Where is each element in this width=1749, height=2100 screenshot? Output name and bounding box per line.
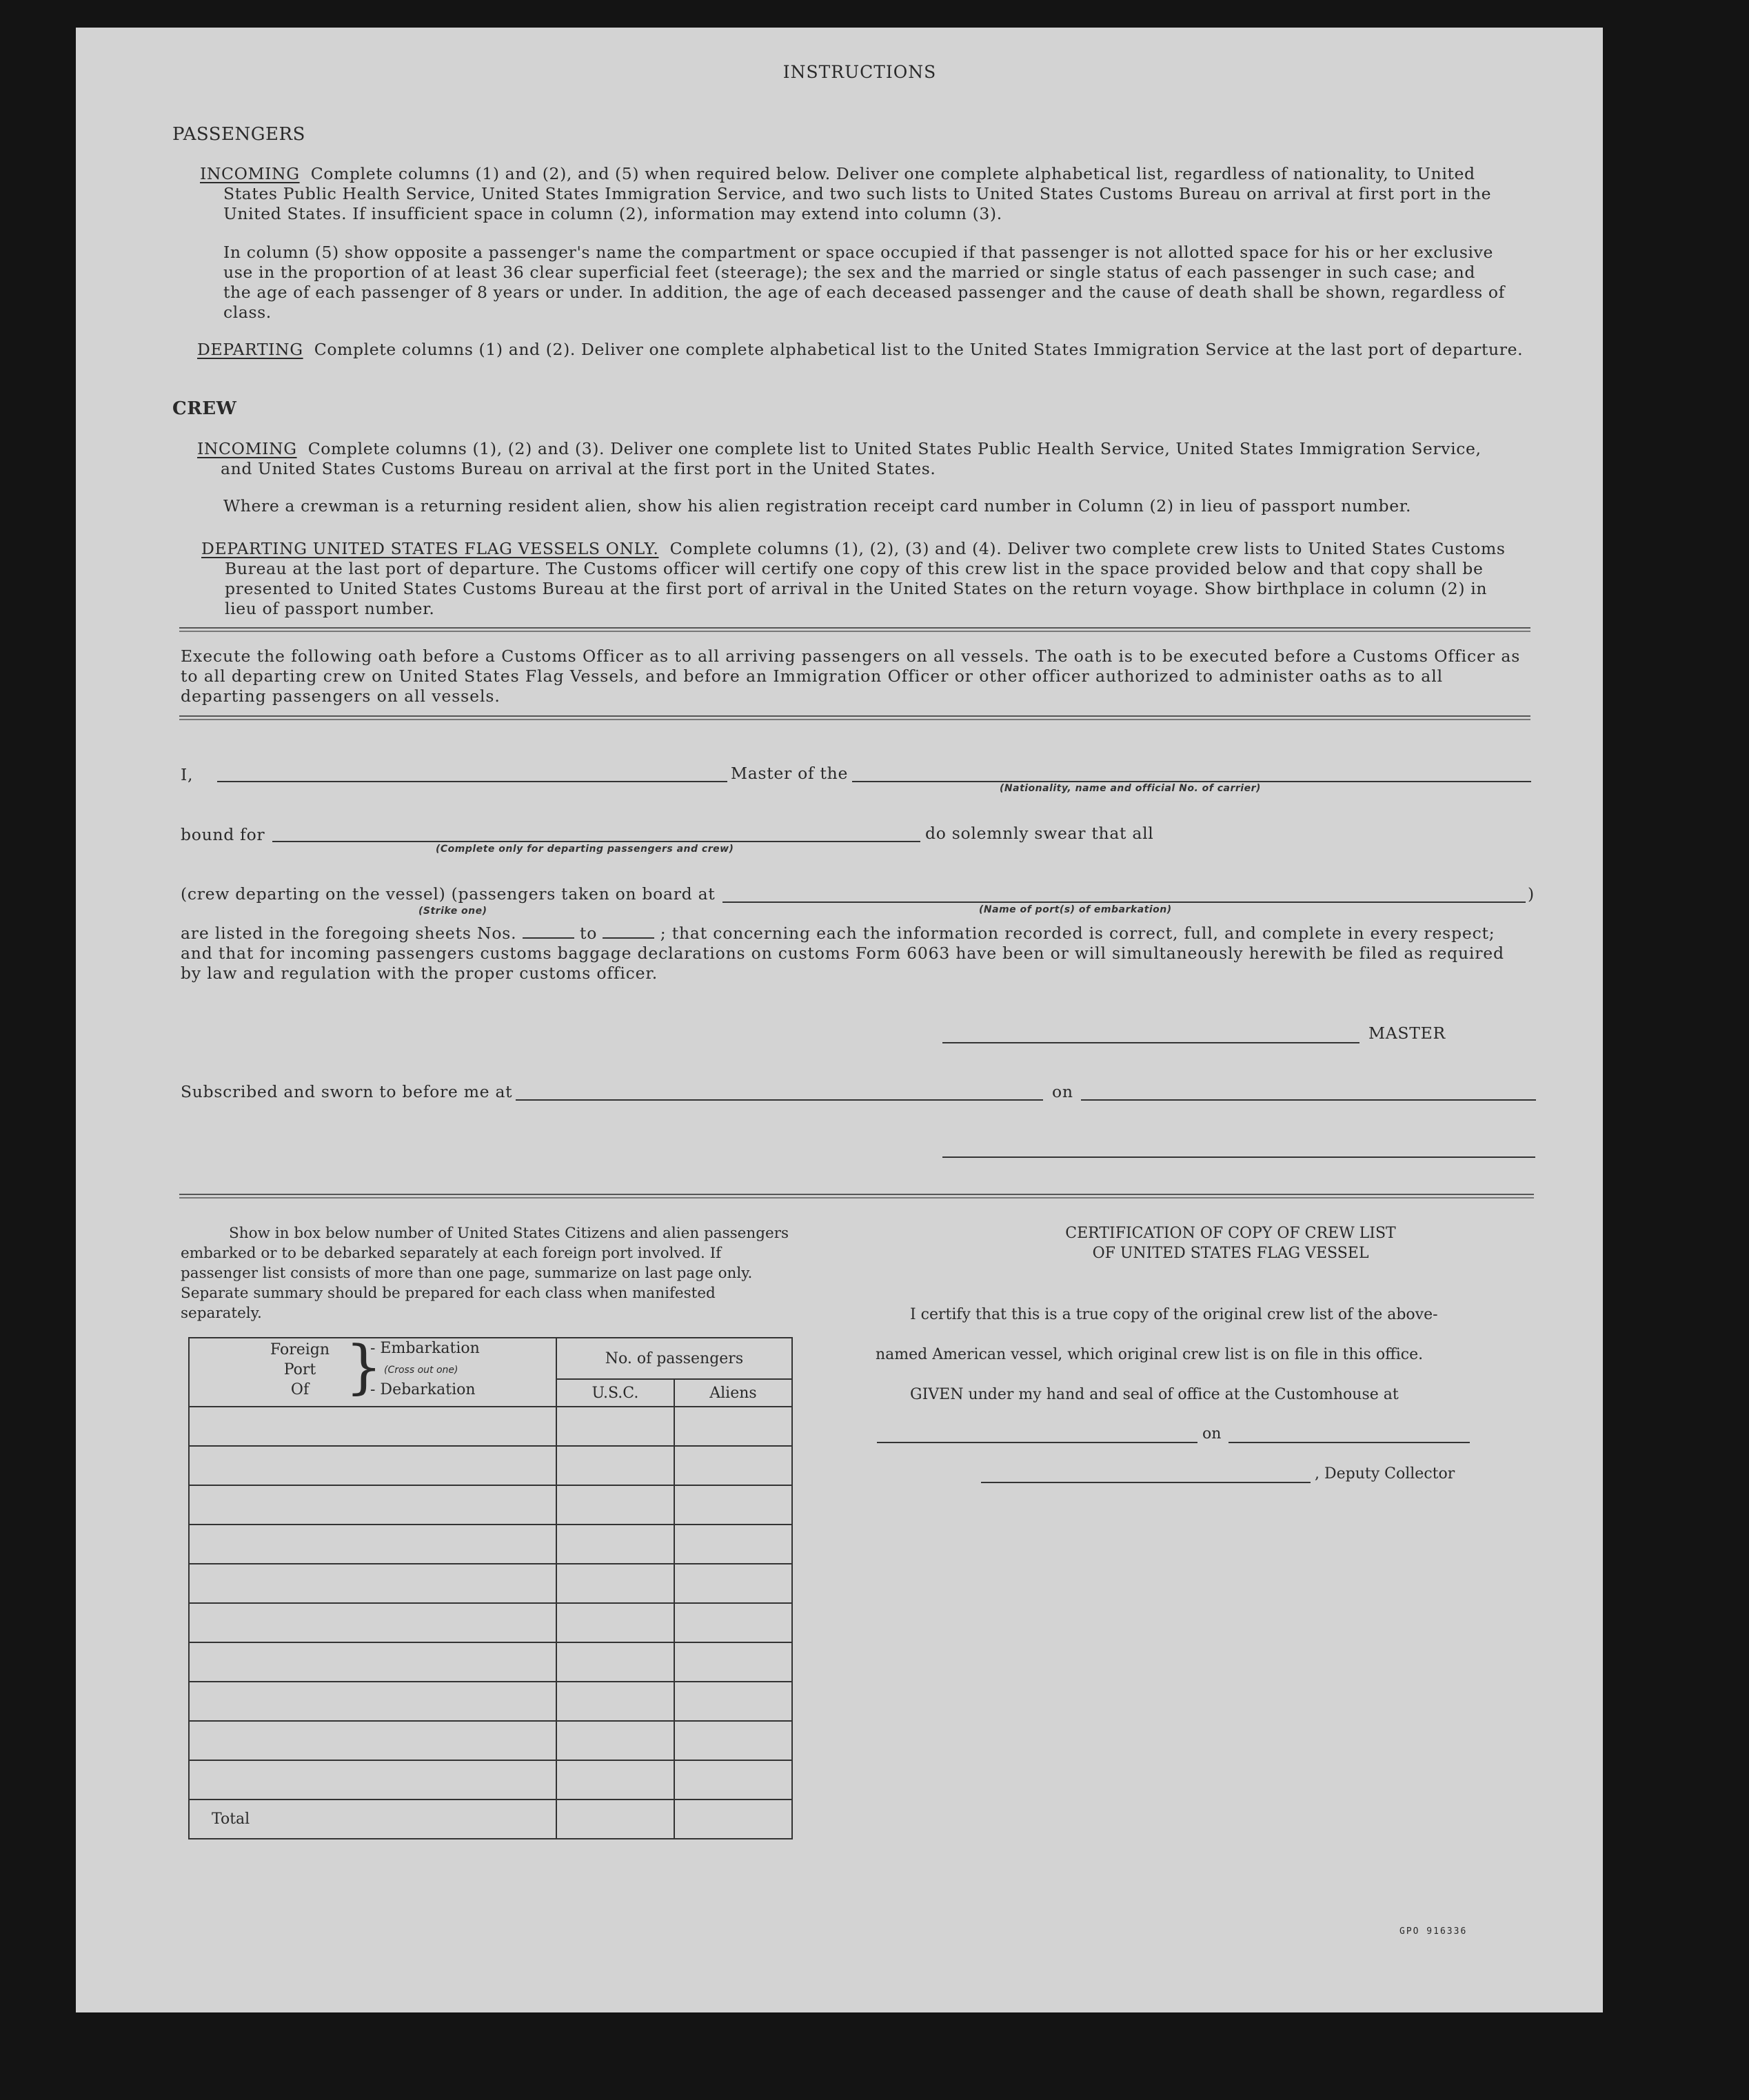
total-aliens-cell[interactable] (674, 1800, 792, 1839)
page-title: INSTRUCTIONS (782, 62, 937, 82)
table-row (189, 1485, 792, 1525)
passengers-incoming-paragraph (200, 164, 1530, 224)
foreign-text: Foreign (270, 1341, 330, 1358)
sworn-on-label: on (1052, 1082, 1073, 1101)
port-cell[interactable] (189, 1485, 556, 1525)
table-row (189, 1407, 792, 1446)
aliens-cell[interactable] (674, 1525, 792, 1564)
port-cell[interactable] (189, 1760, 556, 1800)
embarkation-label: - Embarkation (370, 1340, 480, 1357)
aliens-cell[interactable] (674, 1485, 792, 1525)
port-cell[interactable] (189, 1564, 556, 1603)
passengers-departing-text: Complete columns (1) and (2). Deliver one complete alphabetical list to the United States Immigration Service at the last port of departure. (314, 340, 1524, 359)
debarkation-label: - Debarkation (370, 1381, 476, 1398)
foreign-port-label (265, 1340, 334, 1400)
usc-cell[interactable] (556, 1603, 674, 1642)
cross-out-label: (Cross out one) (384, 1365, 458, 1376)
aliens-cell[interactable] (674, 1682, 792, 1721)
usc-cell[interactable] (556, 1642, 674, 1682)
port-cell[interactable] (189, 1642, 556, 1682)
crew-departing-label: (crew departing on the vessel) (passengers taken on board at (181, 884, 716, 904)
crew-departing-paragraph (201, 539, 1521, 619)
deputy-collector-label: , Deputy Collector (1315, 1465, 1455, 1482)
bound-for-label: bound for (181, 825, 265, 844)
divider-line (179, 715, 1530, 720)
port-cell[interactable] (189, 1407, 556, 1446)
table-row (189, 1564, 792, 1603)
table-row (189, 1721, 792, 1760)
certify-date-field[interactable] (1229, 1442, 1470, 1443)
table-row (189, 1525, 792, 1564)
sworn-date-field[interactable] (1081, 1099, 1536, 1101)
crew-heading: CREW (172, 398, 237, 419)
certification-title-line1: CERTIFICATION OF COPY OF CREW LIST (1065, 1225, 1396, 1242)
certify-line2: named American vessel, which original crew list is on file in this office. (876, 1346, 1424, 1363)
oath-instruction: Execute the following oath before a Customs Officer as to all arriving passengers on all vessels. The oath is to be executed before a Customs Officer as to all departing crew on United States Flag Vessels, and before an Immigration Officer or other officer authorized to administer oaths as to all departing passengers on all vessels. (181, 646, 1521, 706)
aliens-cell[interactable] (674, 1760, 792, 1800)
table-row (189, 1603, 792, 1642)
table-row (189, 1682, 792, 1721)
sheet-to-field[interactable] (603, 937, 654, 939)
crew-departing-text: Complete columns (1), (2), (3) and (4). Deliver two complete crew lists to United States Customs Bureau at the last port of departure. The Customs officer will certify one copy of this crew list in the space provided below and that copy shall be presented to United States Customs Bureau at the first port of arrival in the United States on the return voyage. Show birthplace in column (2) in lieu of passport number. (225, 539, 1506, 618)
port-cell[interactable] (189, 1525, 556, 1564)
total-usc-cell[interactable] (556, 1800, 674, 1839)
usc-header: U.S.C. (556, 1379, 674, 1407)
certification-title-line2: OF UNITED STATES FLAG VESSEL (1092, 1245, 1369, 1262)
carrier-field[interactable] (852, 781, 1531, 782)
master-of-the-label: Master of the (731, 764, 849, 783)
port-cell[interactable] (189, 1603, 556, 1642)
total-label: Total (189, 1800, 556, 1839)
aliens-cell[interactable] (674, 1407, 792, 1446)
aliens-cell[interactable] (674, 1564, 792, 1603)
sheets-text: ; that concerning each the information recorded is correct, full, and complete in every respect; and that for incoming passengers customs baggage declarations on customs Form 6063 have been or will simultaneously herewith be filed as required by law and regulation with the proper customs officer. (181, 924, 1504, 983)
certify-on-label: on (1202, 1425, 1222, 1443)
port-cell[interactable] (189, 1721, 556, 1760)
ports-of-embarkation-field[interactable] (722, 901, 1526, 903)
deputy-collector-signature-field[interactable] (981, 1482, 1311, 1483)
form-page (76, 28, 1603, 2012)
foreign-port-header (189, 1333, 556, 1407)
strike-one-caption: (Strike one) (418, 906, 487, 917)
subscribed-label: Subscribed and sworn to before me at (181, 1082, 513, 1101)
passengers-heading: PASSENGERS (172, 124, 305, 145)
port-cell[interactable] (189, 1682, 556, 1721)
sheet-from-field[interactable] (523, 937, 574, 939)
table-row (189, 1760, 792, 1800)
passenger-summary-table (188, 1333, 793, 1839)
aliens-cell[interactable] (674, 1721, 792, 1760)
no-passengers-header: No. of passengers (556, 1338, 792, 1379)
usc-cell[interactable] (556, 1564, 674, 1603)
usc-cell[interactable] (556, 1682, 674, 1721)
passengers-incoming-label: INCOMING (200, 164, 300, 183)
usc-cell[interactable] (556, 1407, 674, 1446)
close-paren: ) (1528, 884, 1535, 904)
passengers-departing-label: DEPARTING (197, 340, 303, 359)
aliens-header: Aliens (674, 1379, 792, 1407)
bound-for-caption: (Complete only for departing passengers and crew) (436, 844, 734, 855)
certify-line1: I certify that this is a true copy of the original crew list of the above- (910, 1306, 1438, 1323)
master-name-field[interactable] (217, 781, 727, 782)
passengers-departing-paragraph (197, 340, 1529, 360)
usc-cell[interactable] (556, 1721, 674, 1760)
passengers-incoming-text: Complete columns (1) and (2), and (5) when required below. Deliver one complete alphabetical list, regardless of nationality, to United States Public Health Service, United States Immigration Service, and two such lists to United States Customs Bureau on arrival at first port in the United States. If insufficient space in column (2), information may extend into column (3). (223, 164, 1492, 223)
crew-incoming-paragraph (197, 439, 1517, 479)
sheets-prefix: are listed in the foregoing sheets Nos. (181, 924, 517, 943)
summary-instruction: Show in box below number of United States Citizens and alien passengers embarked or to be debarked separately at each foreign port involved. If passenger list consists of more than one page, summarize on last page only. Separate summary should be prepared for each class when manifested separately. (181, 1225, 789, 1322)
crew-departing-label: DEPARTING UNITED STATES FLAG VESSELS ONLY. (201, 539, 659, 558)
master-label: MASTER (1368, 1023, 1446, 1043)
sheets-to-label: to (579, 924, 598, 943)
brace-icon: } (345, 1333, 383, 1400)
nationality-caption: (Nationality, name and official No. of carrier) (1000, 783, 1261, 794)
port-text: Port (283, 1361, 316, 1378)
total-row (189, 1800, 792, 1839)
sheets-paragraph (181, 924, 1525, 983)
customhouse-field[interactable] (877, 1442, 1197, 1443)
bound-for-field[interactable] (272, 841, 920, 842)
solemnly-swear-label: do solemnly swear that all (925, 824, 1154, 843)
aliens-cell[interactable] (674, 1446, 792, 1485)
aliens-cell[interactable] (674, 1642, 792, 1682)
port-cell[interactable] (189, 1446, 556, 1485)
officer-signature-field[interactable] (942, 1156, 1535, 1158)
certification-title (944, 1223, 1517, 1263)
usc-cell[interactable] (556, 1446, 674, 1485)
usc-cell[interactable] (556, 1485, 674, 1525)
usc-cell[interactable] (556, 1760, 674, 1800)
sworn-place-field[interactable] (516, 1099, 1043, 1101)
certify-line3: GIVEN under my hand and seal of office at the Customhouse at (910, 1386, 1399, 1403)
crew-resident-paragraph: Where a crewman is a returning resident alien, show his alien registration receipt card number in Column (2) in lieu of passport number. (223, 496, 1412, 516)
crew-incoming-label: INCOMING (197, 439, 297, 458)
passengers-column5-paragraph: In column (5) show opposite a passenger's name the compartment or space occupied if that passenger is not allotted space for his or her exclusive use in the proportion of at least 36 clear superficial feet (steerage); the sex and the married or single status of each passenger in such case; and the age of each passenger of 8 years or under. In addition, the age of each deceased passenger and the cause of death shall be shown, regardless of class. (223, 243, 1505, 322)
oath-i-label: I, (181, 765, 194, 784)
gpo-code: GPO 916336 (1399, 1926, 1468, 1937)
aliens-cell[interactable] (674, 1603, 792, 1642)
table-row (189, 1642, 792, 1682)
divider-line (179, 627, 1530, 632)
ports-caption: (Name of port(s) of embarkation) (979, 904, 1172, 915)
usc-cell[interactable] (556, 1525, 674, 1564)
table-row (189, 1446, 792, 1485)
master-signature-field[interactable] (942, 1042, 1359, 1043)
of-text: Of (290, 1381, 310, 1398)
crew-incoming-text: Complete columns (1), (2) and (3). Deliver one complete list to United States Public Health Service, United States Immigration Service, and United States Customs Bureau on arrival at the first port in the United States. (221, 439, 1482, 478)
divider-line (179, 1194, 1534, 1199)
